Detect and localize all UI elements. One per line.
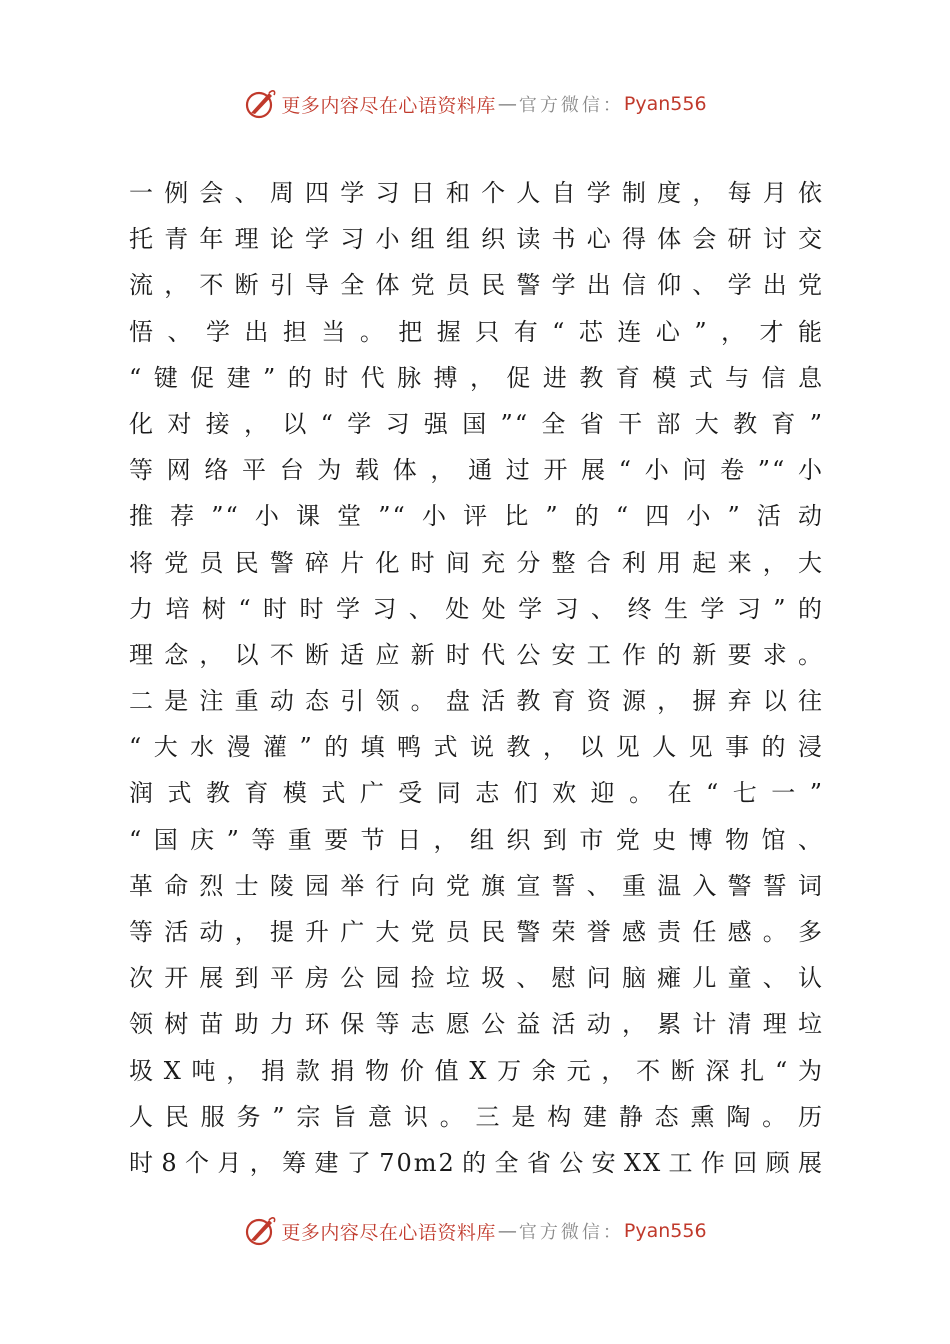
body-line: 次开展到平房公园捡垃圾、慰问脑瘫儿童、认 (129, 964, 824, 993)
body-line: 理念，以不断适应新时代公安工作的新要求。 (129, 640, 824, 669)
body-line: 等网络平台为载体，通过开展“小问卷”“小 (129, 456, 824, 485)
body-line: 时8个月，筹建了70m2的全省公安XX工作回顾展 (129, 1148, 824, 1177)
header-watermark-banner (0, 84, 950, 124)
banner-title: 更多内容尽在心语资料库 (281, 94, 496, 117)
quill-logo-icon (243, 1214, 277, 1248)
body-line: 将党员民警碎片化时间充分整合利用起来，大 (129, 548, 824, 577)
body-line: 推荐”“小课堂”“小评比”的“四小”活动 (129, 502, 824, 531)
banner-wechat-id: Pyan556 (623, 1220, 707, 1242)
body-line: 润式教育模式广受同志们欢迎。在“七一” (129, 779, 824, 808)
body-line: 圾X吨，捐款捐物价值X万余元，不断深扎“为 (129, 1056, 824, 1085)
body-line: “国庆”等重要节日，组织到市党史博物馆、 (129, 825, 824, 854)
banner-separator: — (497, 93, 517, 115)
body-line: 化对接，以“学习强国”“全省干部大教育” (129, 409, 824, 438)
body-line: 领树苗助力环保等志愿公益活动，累计清理垃 (129, 1010, 824, 1039)
quill-logo-icon (243, 87, 277, 121)
body-line: 托青年理论学习小组组织读书心得体会研讨交 (129, 225, 824, 254)
banner-title: 更多内容尽在心语资料库 (281, 1221, 496, 1244)
body-line: “大水漫灌”的填鸭式说教，以见人见事的浸 (129, 733, 824, 762)
body-line: “键促建”的时代脉搏，促进教育模式与信息 (129, 363, 824, 392)
banner-wechat-label: 官方微信： (518, 95, 624, 116)
banner-separator: — (497, 1220, 517, 1242)
body-line: 悟、学出担当。把握只有“芯连心”，才能 (129, 317, 824, 346)
footer-watermark-banner (0, 1211, 950, 1251)
body-line: 二是注重动态引领。盘活教育资源，摒弃以往 (129, 687, 824, 716)
document-body (129, 170, 824, 1186)
banner-wechat-id: Pyan556 (623, 93, 707, 115)
body-line: 流，不断引导全体党员民警学出信仰、学出党 (129, 271, 824, 300)
body-line: 等活动，提升广大党员民警荣誉感责任感。多 (129, 918, 824, 946)
banner-wechat-label: 官方微信： (518, 1222, 624, 1243)
body-line: 人民服务”宗旨意识。三是构建静态熏陶。历 (129, 1102, 824, 1131)
body-line: 一例会、周四学习日和个人自学制度，每月依 (129, 179, 824, 207)
body-line: 力培树“时时学习、处处学习、终生学习”的 (129, 594, 824, 623)
body-line: 革命烈士陵园举行向党旗宣誓、重温入警誓词 (129, 871, 824, 900)
